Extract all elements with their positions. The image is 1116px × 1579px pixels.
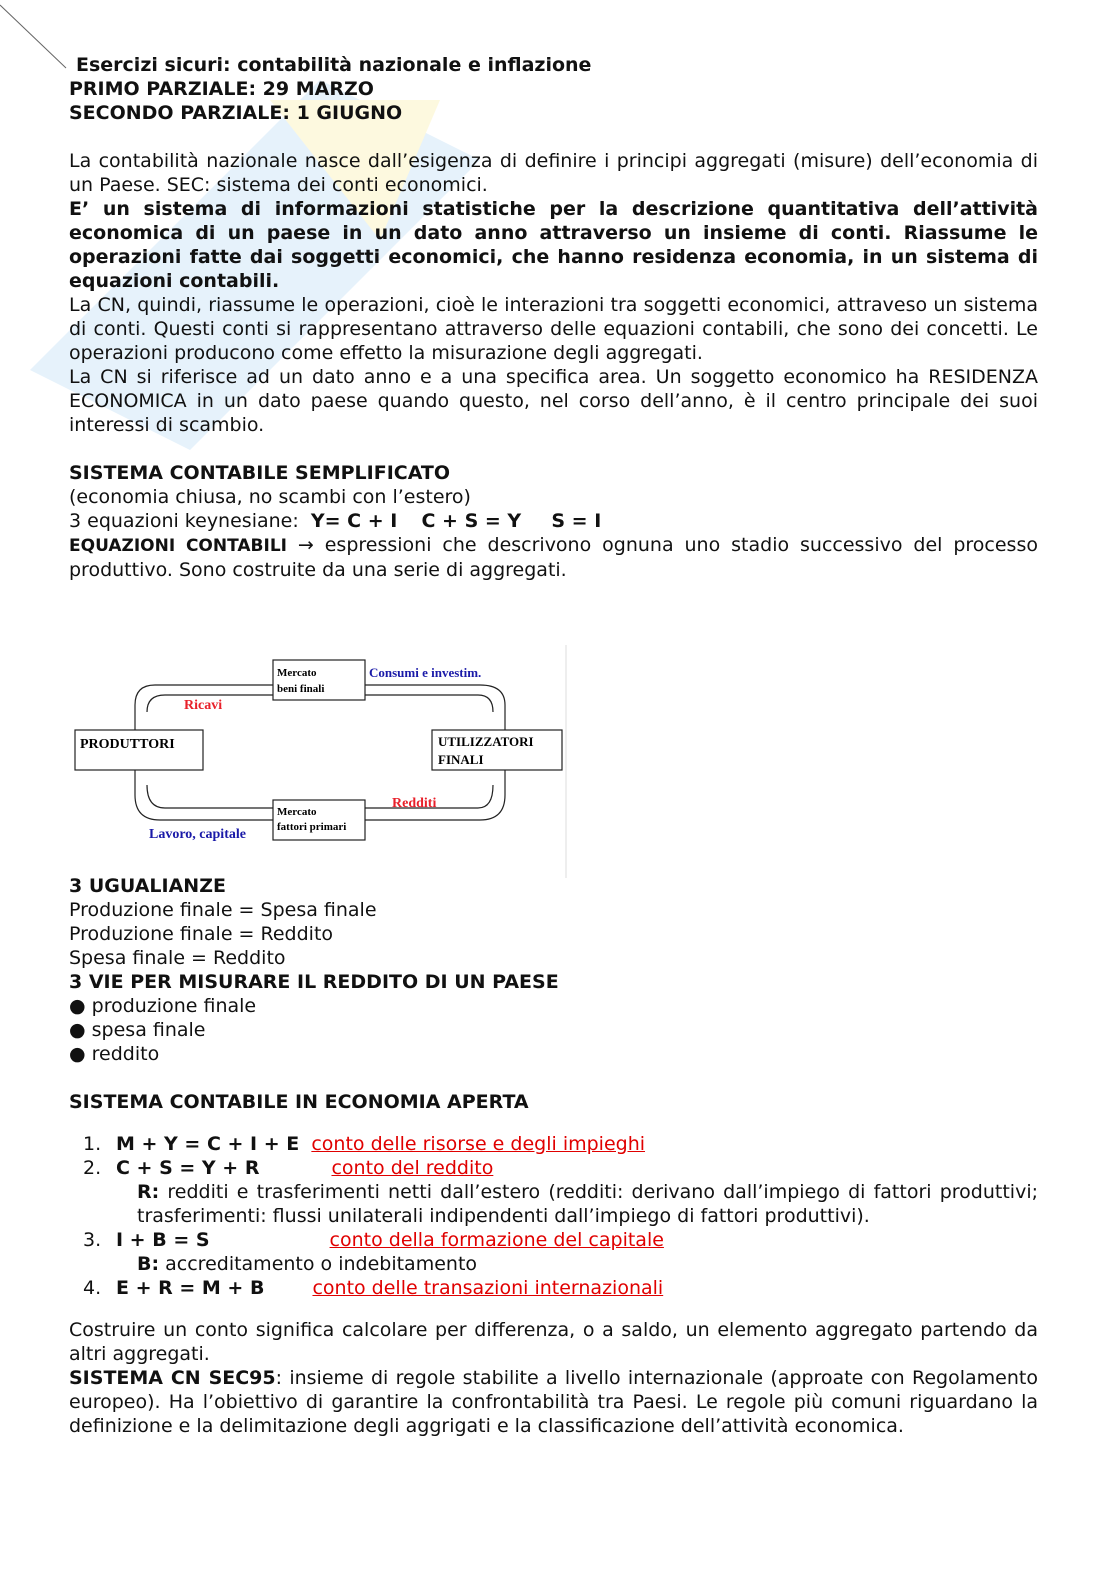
account-link[interactable]: conto delle transazioni internazionali bbox=[312, 1277, 664, 1299]
equalities-heading: 3 UGUALIANZE bbox=[69, 875, 226, 897]
keynesian-equations: 3 equazioni keynesiane: Y= C + I C + S = Y S = I bbox=[69, 510, 602, 532]
factor-market-label-2: fattori primari bbox=[277, 821, 347, 833]
sec95-paragraph: SISTEMA CN SEC95: insieme di regole stabilite a livello internazionale (approate con Regolamento europeo). Ha l’obiettivo di garantire la confrontabilità tra Paesi. Le regole più comuni riguardano la definizione e la delimitazione degli aggrigati e la classificazione dell’attività economica. bbox=[69, 1367, 1038, 1437]
goods-market-label-2: beni finali bbox=[277, 683, 325, 695]
account-link[interactable]: conto del reddito bbox=[331, 1157, 494, 1179]
open-item-4: 4. E + R = M + B conto delle transazioni internazionali bbox=[83, 1277, 664, 1299]
open-item-2: 2. C + S = Y + R conto del reddito bbox=[83, 1157, 494, 1179]
bullet-item: ● reddito bbox=[69, 1043, 160, 1065]
revenues-label: Ricavi bbox=[184, 698, 223, 713]
bullet-icon: ● bbox=[69, 995, 86, 1017]
users-label-1: UTILIZZATORI bbox=[438, 734, 534, 749]
bullet-icon: ● bbox=[69, 1043, 86, 1065]
equality-item: Produzione finale = Reddito bbox=[69, 923, 334, 945]
residence-paragraph: La CN si riferisce ad un dato anno e a una specifica area. Un soggetto economico ha RESIDENZA ECONOMICA in un dato paese quando questo, nel corso dell’anno, è il centro principale dei suoi interessi di scambio. bbox=[69, 366, 1038, 436]
equality-item: Spesa finale = Reddito bbox=[69, 947, 286, 969]
open-economy-heading: SISTEMA CONTABILE IN ECONOMIA APERTA bbox=[69, 1091, 529, 1113]
account-link[interactable]: conto delle risorse e degli impieghi bbox=[311, 1133, 646, 1155]
labour-label: Lavoro, capitale bbox=[149, 827, 246, 842]
intro-paragraph: La contabilità nazionale nasce dall’esigenza di definire i principi aggregati (misure) dell’economia di un Paese. SEC: sistema dei conti economici. bbox=[69, 150, 1038, 196]
simplified-note: (economia chiusa, no scambi con l’estero) bbox=[69, 486, 471, 508]
exam-date-2: SECONDO PARZIALE: 1 GIUGNO bbox=[69, 102, 403, 124]
bullet-item: ● produzione finale bbox=[69, 995, 257, 1017]
circular-flow-diagram bbox=[60, 640, 580, 880]
equality-item: Produzione finale = Spesa finale bbox=[69, 899, 377, 921]
producers-label: PRODUTTORI bbox=[80, 737, 175, 752]
corner-mark bbox=[0, 0, 80, 70]
goods-market-label-1: Mercato bbox=[277, 667, 317, 679]
cn-paragraph: La CN, quindi, riassume le operazioni, cioè le interazioni tra soggetti economici, attraveso un sistema di conti. Questi conti si rappresentano attraverso delle equazioni contabili, che sono dei concetti. Le operazioni producono come effetto la misurazione degli aggregati. bbox=[69, 294, 1038, 364]
b-note: B: accreditamento o indebitamento bbox=[137, 1253, 478, 1275]
users-label-2: FINALI bbox=[438, 752, 484, 767]
bullet-icon: ● bbox=[69, 1019, 86, 1041]
open-item-1: 1. M + Y = C + I + E conto delle risorse e degli impieghi bbox=[83, 1133, 646, 1155]
r-note: R: redditi e trasferimenti netti dall’estero (redditi: derivano dall’impiego di fattori produttivi; trasferimenti: flussi unilaterali indipendenti dall’impiego di fattori produttivi). bbox=[137, 1181, 1038, 1227]
account-link[interactable]: conto della formazione del capitale bbox=[329, 1229, 664, 1251]
bullet-item: ● spesa finale bbox=[69, 1019, 206, 1041]
accounting-equations: EQUAZIONI CONTABILI → espressioni che descrivono ognuna uno stadio successivo del processo produttivo. Sono costruite da una serie di aggregati. bbox=[69, 534, 1038, 581]
incomes-label: Redditi bbox=[392, 796, 437, 811]
open-item-3: 3. I + B = S conto della formazione del capitale bbox=[83, 1229, 664, 1251]
document-bottom bbox=[69, 874, 1038, 1438]
ways-heading: 3 VIE PER MISURARE IL REDDITO DI UN PAESE bbox=[69, 971, 559, 993]
closing-paragraph: Costruire un conto significa calcolare per differenza, o a saldo, un elemento aggregato partendo da altri aggregati. bbox=[69, 1319, 1038, 1365]
definition-paragraph: E’ un sistema di informazioni statistiche per la descrizione quantitativa dell’attività economica di un paese in un dato anno attraverso un insieme di conti. Riassume le operazioni fatte dai soggetti economici, che hanno residenza economia, in un sistema di equazioni contabili. bbox=[69, 198, 1038, 292]
consumption-label: Consumi e investim. bbox=[369, 665, 482, 680]
document-title: Esercizi sicuri: contabilità nazionale e inflazione bbox=[76, 54, 592, 76]
document-top bbox=[69, 53, 1038, 582]
factor-market-label-1: Mercato bbox=[277, 806, 317, 818]
simplified-heading: SISTEMA CONTABILE SEMPLIFICATO bbox=[69, 462, 451, 484]
exam-date-1: PRIMO PARZIALE: 29 MARZO bbox=[69, 78, 374, 100]
